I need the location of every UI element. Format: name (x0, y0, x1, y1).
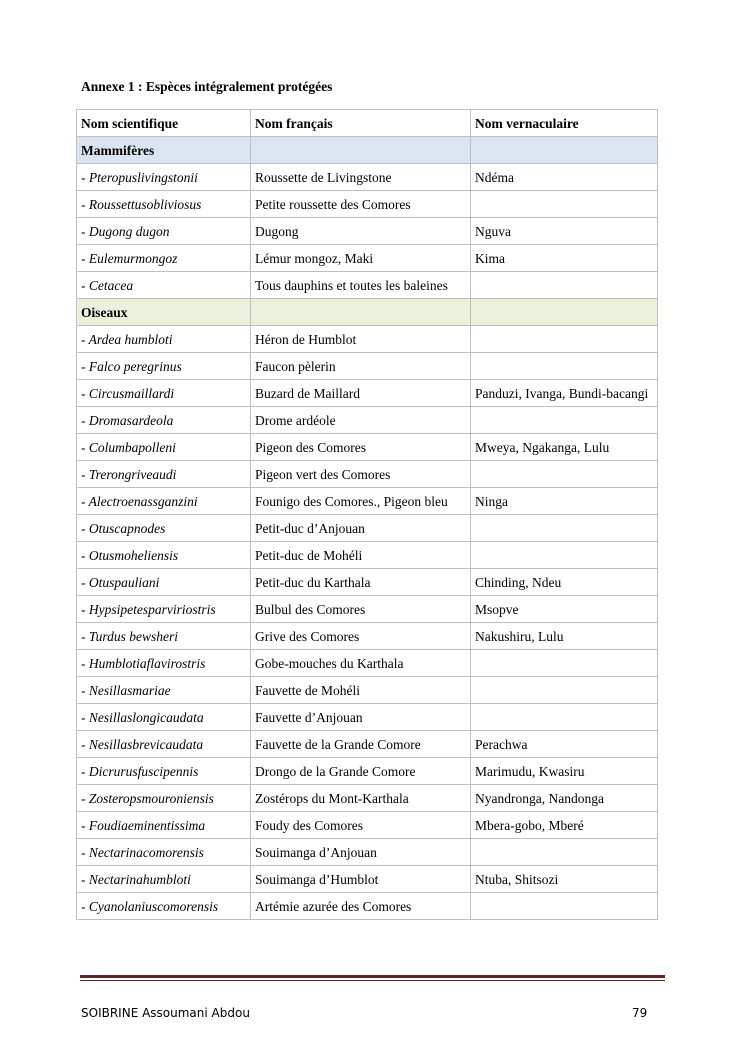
header-vernacular-name: Nom vernaculaire (471, 110, 658, 137)
scientific-name: - Cyanolaniuscomorensis (77, 893, 251, 920)
table-row (77, 380, 658, 407)
table-row (77, 623, 658, 650)
scientific-name: - Dromasardeola (77, 407, 251, 434)
french-name: Petit-duc d’Anjouan (251, 515, 471, 542)
french-name: Souimanga d’Humblot (251, 866, 471, 893)
scientific-name: - Alectroenassganzini (77, 488, 251, 515)
scientific-name: - Nesillaslongicaudata (77, 704, 251, 731)
french-name: Founigo des Comores., Pigeon bleu (251, 488, 471, 515)
french-name: Artémie azurée des Comores (251, 893, 471, 920)
scientific-name: - Foudiaeminentissima (77, 812, 251, 839)
scientific-name: - Zosteropsmouroniensis (77, 785, 251, 812)
french-name: Roussette de Livingstone (251, 164, 471, 191)
species-table (76, 109, 658, 920)
scientific-name: - Nesillasmariae (77, 677, 251, 704)
scientific-name: - Turdus bewsheri (77, 623, 251, 650)
vernacular-name: Kima (471, 245, 658, 272)
french-name: Souimanga d’Anjouan (251, 839, 471, 866)
french-name: Tous dauphins et toutes les baleines (251, 272, 471, 299)
scientific-name: - Hypsipetesparviriostris (77, 596, 251, 623)
scientific-name: - Ardea humbloti (77, 326, 251, 353)
french-name: Zostérops du Mont-Karthala (251, 785, 471, 812)
footer-author: SOIBRINE Assoumani Abdou (81, 1006, 250, 1020)
french-name: Petit-duc de Mohéli (251, 542, 471, 569)
vernacular-name (471, 650, 658, 677)
table-row (77, 461, 658, 488)
vernacular-name: Marimudu, Kwasiru (471, 758, 658, 785)
french-name: Dugong (251, 218, 471, 245)
scientific-name: - Otusmoheliensis (77, 542, 251, 569)
vernacular-name (471, 542, 658, 569)
vernacular-name (471, 839, 658, 866)
scientific-name: - Columbapolleni (77, 434, 251, 461)
header-french-name: Nom français (251, 110, 471, 137)
french-name: Drome ardéole (251, 407, 471, 434)
scientific-name: - Otuscapnodes (77, 515, 251, 542)
category-row-birds (77, 299, 658, 326)
table-row (77, 245, 658, 272)
table-row (77, 191, 658, 218)
vernacular-name: Nyandronga, Nandonga (471, 785, 658, 812)
table-header-row (77, 110, 658, 137)
french-name: Bulbul des Comores (251, 596, 471, 623)
vernacular-name (471, 272, 658, 299)
table-row (77, 758, 658, 785)
table-row (77, 326, 658, 353)
table-row (77, 272, 658, 299)
french-name: Buzard de Maillard (251, 380, 471, 407)
header-scientific-name: Nom scientifique (77, 110, 251, 137)
vernacular-name: Ninga (471, 488, 658, 515)
category-label: Oiseaux (77, 299, 251, 326)
french-name: Fauvette de la Grande Comore (251, 731, 471, 758)
scientific-name: - Otuspauliani (77, 569, 251, 596)
vernacular-name (471, 407, 658, 434)
table-row (77, 596, 658, 623)
vernacular-name (471, 893, 658, 920)
table-row (77, 785, 658, 812)
french-name: Fauvette de Mohéli (251, 677, 471, 704)
french-name: Petite roussette des Comores (251, 191, 471, 218)
table-row (77, 866, 658, 893)
scientific-name: - Trerongriveaudi (77, 461, 251, 488)
french-name: Gobe-mouches du Karthala (251, 650, 471, 677)
vernacular-name (471, 353, 658, 380)
vernacular-name (471, 515, 658, 542)
scientific-name: - Humblotiaflavirostris (77, 650, 251, 677)
table-row (77, 218, 658, 245)
vernacular-name (471, 461, 658, 488)
french-name: Héron de Humblot (251, 326, 471, 353)
vernacular-name (471, 704, 658, 731)
category-label: Mammifères (77, 137, 251, 164)
table-row (77, 893, 658, 920)
vernacular-name (471, 326, 658, 353)
table-row (77, 650, 658, 677)
footer-divider (80, 975, 665, 978)
vernacular-name: Perachwa (471, 731, 658, 758)
scientific-name: - Nectarinacomorensis (77, 839, 251, 866)
scientific-name: - Cetacea (77, 272, 251, 299)
scientific-name: - Falco peregrinus (77, 353, 251, 380)
table-row (77, 569, 658, 596)
scientific-name: - Roussettusobliviosus (77, 191, 251, 218)
scientific-name: - Nesillasbrevicaudata (77, 731, 251, 758)
annex-title: Annexe 1 : Espèces intégralement protégées (81, 79, 333, 94)
table-row (77, 731, 658, 758)
scientific-name: - Eulemurmongoz (77, 245, 251, 272)
footer-divider-thin (80, 980, 665, 981)
table-row (77, 704, 658, 731)
scientific-name: - Nectarinahumbloti (77, 866, 251, 893)
vernacular-name: Nakushiru, Lulu (471, 623, 658, 650)
french-name: Grive des Comores (251, 623, 471, 650)
french-name: Faucon pèlerin (251, 353, 471, 380)
table-row (77, 353, 658, 380)
table-row (77, 434, 658, 461)
french-name: Petit-duc du Karthala (251, 569, 471, 596)
scientific-name: - Dicrurusfuscipennis (77, 758, 251, 785)
french-name: Foudy des Comores (251, 812, 471, 839)
scientific-name: - Dugong dugon (77, 218, 251, 245)
vernacular-name: Ndéma (471, 164, 658, 191)
scientific-name: - Circusmaillardi (77, 380, 251, 407)
table-row (77, 164, 658, 191)
vernacular-name: Ntuba, Shitsozi (471, 866, 658, 893)
category-row-mammals (77, 137, 658, 164)
vernacular-name (471, 677, 658, 704)
table-row (77, 677, 658, 704)
vernacular-name: Chinding, Ndeu (471, 569, 658, 596)
page-number: 79 (632, 1006, 648, 1020)
vernacular-name: Nguva (471, 218, 658, 245)
french-name: Fauvette d’Anjouan (251, 704, 471, 731)
french-name: Drongo de la Grande Comore (251, 758, 471, 785)
table-row (77, 407, 658, 434)
table-row (77, 839, 658, 866)
vernacular-name (471, 191, 658, 218)
french-name: Pigeon des Comores (251, 434, 471, 461)
table-row (77, 515, 658, 542)
french-name: Pigeon vert des Comores (251, 461, 471, 488)
vernacular-name: Mbera-gobo, Mberé (471, 812, 658, 839)
french-name: Lémur mongoz, Maki (251, 245, 471, 272)
table-row (77, 488, 658, 515)
table-row (77, 812, 658, 839)
vernacular-name: Panduzi, Ivanga, Bundi-bacangi (471, 380, 658, 407)
vernacular-name: Mweya, Ngakanga, Lulu (471, 434, 658, 461)
scientific-name: - Pteropuslivingstonii (77, 164, 251, 191)
table-row (77, 542, 658, 569)
vernacular-name: Msopve (471, 596, 658, 623)
